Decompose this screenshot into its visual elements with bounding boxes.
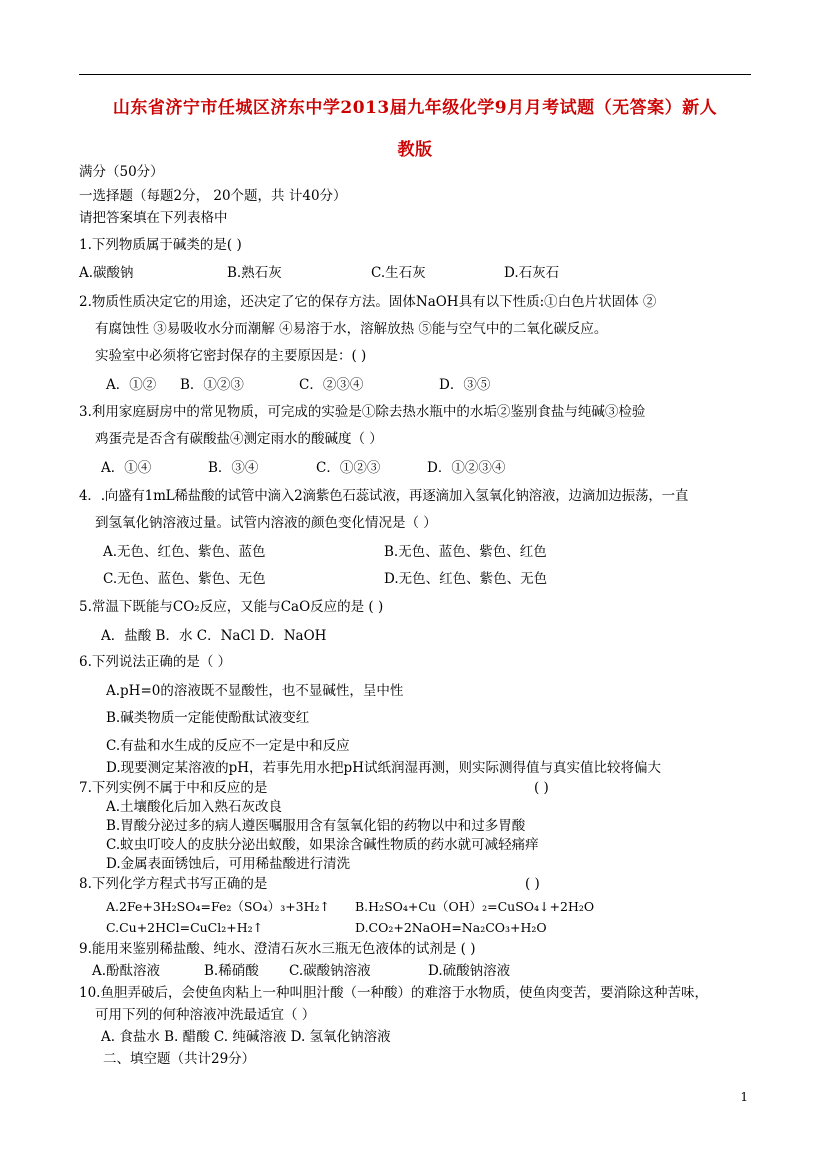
question-1-stem: 1.下列物质属于碱类的是( ): [79, 237, 242, 253]
question-3-stem-line2: 鸡蛋壳是否含有碳酸盐④测定雨水的酸碱度（ ）: [95, 431, 383, 447]
question-7-answer-paren: ( ): [534, 780, 549, 796]
question-4-option-a: A.无色、红色、紫色、蓝色: [103, 544, 266, 560]
question-6-option-c: C.有盐和水生成的反应不一定是中和反应: [106, 738, 350, 754]
question-7-stem: 7.下列实例不属于中和反应的是: [79, 780, 268, 796]
question-8-answer-paren: ( ): [525, 876, 540, 892]
question-4-option-b: B.无色、蓝色、紫色、红色: [384, 544, 547, 560]
question-8-option-d: D.CO₂+2NaOH=Na₂CO₃+H₂O: [355, 920, 547, 935]
question-9-stem: 9.能用来鉴别稀盐酸、纯水、澄清石灰水三瓶无色液体的试剂是 ( ): [79, 941, 476, 957]
question-2-stem-line3: 实验室中必须将它密封保存的主要原因是：( ): [95, 348, 367, 364]
option-a: A.酚酞溶液: [92, 963, 161, 979]
option-c: C.生石灰: [371, 265, 426, 281]
question-4-option-c: C.无色、蓝色、紫色、无色: [103, 571, 266, 587]
question-8-stem: 8.下列化学方程式书写正确的是: [79, 876, 268, 892]
header-rule: [79, 74, 751, 75]
question-9-options: [92, 965, 510, 979]
question-2-options: [106, 379, 490, 393]
question-6-option-d: D.现要测定某溶液的pH，若事先用水把pH试纸润湿再测，则实际测得值与真实值比较将偏大: [106, 760, 661, 776]
option-d: D.硫酸钠溶液: [428, 963, 511, 979]
question-8-option-b: B.H₂SO₄+Cu（OH）₂=CuSO₄↓+2H₂O: [355, 899, 595, 914]
question-6-option-b: B.碱类物质一定能使酚酞试液变红: [106, 710, 310, 726]
question-1-options: [79, 267, 559, 281]
section-heading-fill-in: 二、填空题（共计29分）: [103, 1051, 256, 1067]
score-text: 满分（50分）: [79, 164, 164, 180]
page-number: 1: [740, 1090, 748, 1104]
option-d: D．①②③④: [427, 460, 506, 476]
option-c: C．②③④: [299, 377, 364, 393]
instruction-text: 请把答案填在下列表格中: [79, 210, 228, 226]
option-d: D.石灰石: [504, 265, 560, 281]
option-a: A．①④: [101, 460, 152, 476]
section-heading-choice: 一选择题（每题2分， 20个题，共 计40分）: [79, 188, 347, 204]
document-title-line2: 教版: [397, 140, 433, 160]
question-10-stem-line1: 10.鱼胆弄破后，会使鱼肉粘上一种叫胆汁酸（一种酸）的难溶于水物质，使鱼肉变苦，要消除这种苦味，: [79, 985, 708, 1001]
question-8-option-a: A.2Fe+3H₂SO₄=Fe₂（SO₄）₃+3H₂↑: [106, 899, 331, 914]
question-5-options: A．盐酸 B．水 C．NaCl D．NaOH: [101, 628, 327, 644]
question-2-stem-line1: 2.物质性质决定它的用途，还决定了它的保存方法。固体NaOH具有以下性质:①白色片状固体 ②: [79, 294, 657, 310]
question-7-option-d: D.金属表面锈蚀后，可用稀盐酸进行清洗: [106, 856, 351, 872]
question-6-option-a: A.pH=0的溶液既不显酸性，也不显碱性，呈中性: [106, 683, 404, 699]
question-4-stem-line1: 4．.向盛有1mL稀盐酸的试管中滴入2滴紫色石蕊试液，再逐滴加入氢氧化钠溶液，边滴加边振荡，一直: [79, 488, 689, 504]
option-a: A．①②: [106, 377, 157, 393]
option-b: B．①②③: [180, 377, 244, 393]
question-10-options: A. 食盐水 B. 醋酸 C. 纯碱溶液 D. 氢氧化钠溶液: [101, 1029, 391, 1045]
question-4-option-d: D.无色、红色、紫色、无色: [384, 571, 548, 587]
question-7-option-c: C.蚊虫叮咬人的皮肤分泌出蚁酸，如果涂含碱性物质的药水就可减轻痛痒: [106, 837, 539, 853]
question-6-stem: 6.下列说法正确的是（ ）: [79, 654, 232, 670]
option-a: A.碳酸钠: [79, 265, 134, 281]
question-3-options: [101, 462, 505, 476]
option-b: B.稀硝酸: [204, 963, 259, 979]
question-8-option-c: C.Cu+2HCl=CuCl₂+H₂↑: [106, 920, 264, 935]
question-10-stem-line2: 可用下列的何种溶液冲洗最适宜（ ）: [95, 1007, 316, 1023]
question-2-stem-line2: 有腐蚀性 ③易吸收水分而潮解 ④易溶于水，溶解放热 ⑤能与空气中的二氧化碳反应。: [95, 321, 608, 337]
option-d: D．③⑤: [439, 377, 491, 393]
option-b: B.熟石灰: [227, 265, 282, 281]
question-4-stem-line2: 到氢氧化钠溶液过量。试管内溶液的颜色变化情况是（ ）: [95, 515, 437, 531]
question-3-stem-line1: 3.利用家庭厨房中的常见物质，可完成的实验是①除去热水瓶中的水垢②鉴别食盐与纯碱③检验: [79, 404, 646, 420]
question-7-option-a: A.土壤酸化后加入熟石灰改良: [106, 799, 283, 815]
option-c: C．①②③: [316, 460, 381, 476]
question-7-option-b: B.胃酸分泌过多的病人遵医嘱服用含有氢氧化铝的药物以中和过多胃酸: [106, 818, 526, 834]
option-b: B．③④: [208, 460, 259, 476]
document-title-line1: 山东省济宁市任城区济东中学2013届九年级化学9月月考试题（无答案）新人: [112, 98, 718, 118]
option-c: C.碳酸钠溶液: [289, 963, 371, 979]
question-5-stem: 5.常温下既能与CO₂反应，又能与CaO反应的是 ( ): [79, 599, 384, 615]
